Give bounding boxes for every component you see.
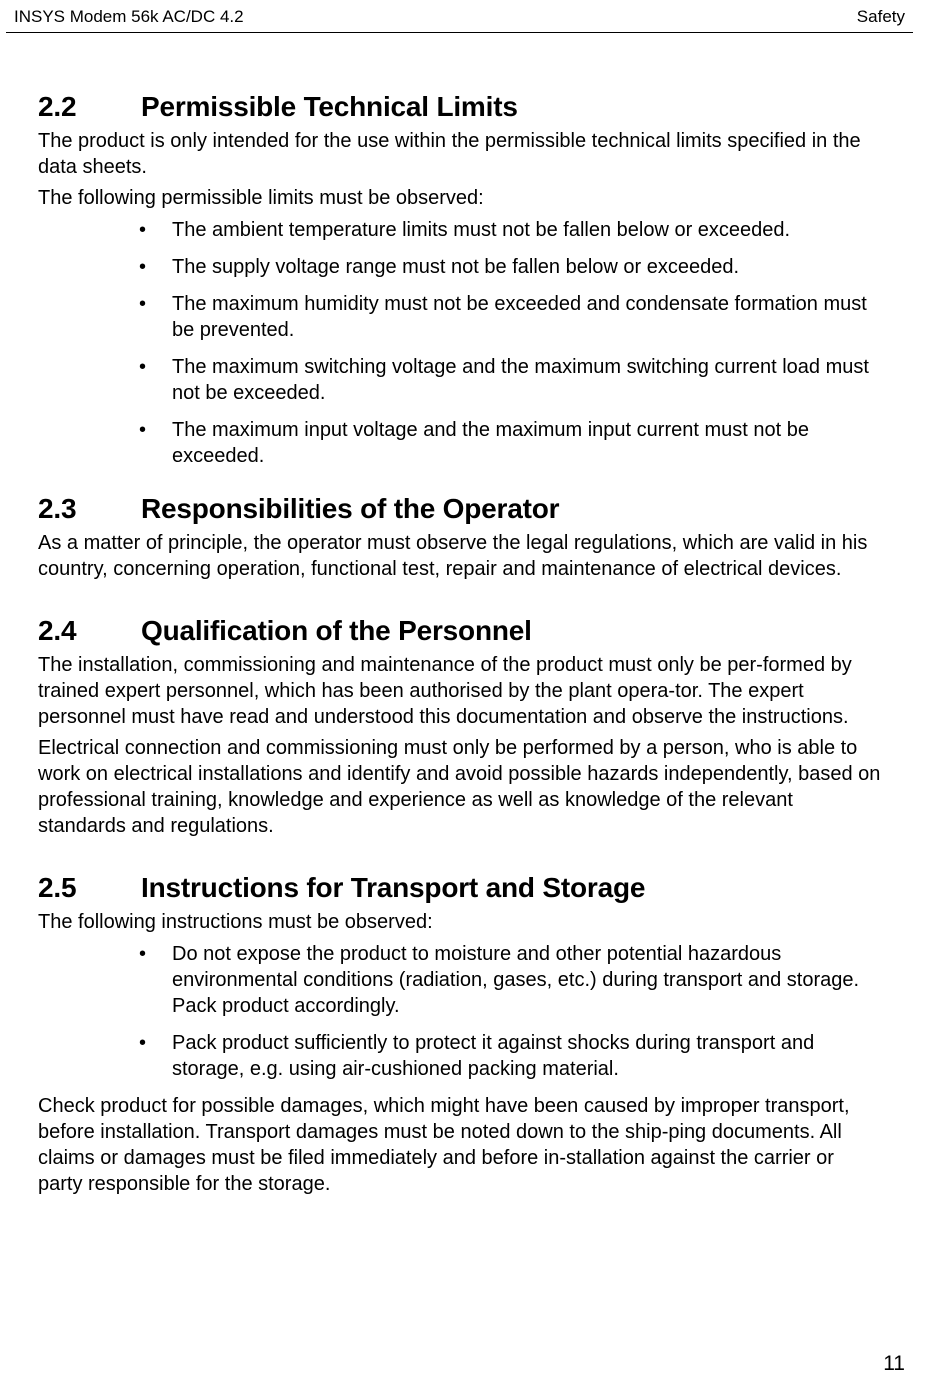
section-permissible-limits xyxy=(38,90,883,469)
list-item: • The maximum switching voltage and the maximum switching current load must not be exceeded. xyxy=(139,356,869,404)
bullet-icon: • xyxy=(139,219,147,241)
section-number: 2.2 xyxy=(38,91,77,122)
section-title: Instructions for Transport and Storage xyxy=(141,872,646,903)
bullet-list xyxy=(38,217,883,469)
page-content xyxy=(38,90,883,1197)
list-item: • Pack product sufficiently to protect it against shocks during transport and storage, e.g. using air-cushioned packing material. xyxy=(139,1032,815,1080)
bullet-icon: • xyxy=(139,419,147,441)
section-number: 2.5 xyxy=(38,872,77,903)
document-title: INSYS Modem 56k AC/DC 4.2 xyxy=(14,7,244,26)
list-item: • The maximum humidity must not be exceeded and condensate formation must be prevented. xyxy=(139,293,867,341)
paragraph: The following permissible limits must be observed: xyxy=(38,187,484,209)
paragraph: As a matter of principle, the operator must observe the legal regulations, which are valid in his country, concerning operation, functional test, repair and maintenance of electrical devices. xyxy=(38,532,868,580)
section-title: Permissible Technical Limits xyxy=(141,91,518,122)
bullet-icon: • xyxy=(139,1032,147,1054)
paragraph: Electrical connection and commissioning must only be performed by a person, who is able to work on electrical installations and identify and avoid possible hazards independently, based on professional training, knowledge and experience as well as knowledge of the relevant standards and regulations. xyxy=(38,737,881,837)
chapter-name: Safety xyxy=(856,7,905,26)
page-number: 11 xyxy=(883,1352,905,1375)
section-heading xyxy=(38,871,883,905)
section-number: 2.4 xyxy=(38,615,77,646)
section-number: 2.3 xyxy=(38,493,77,524)
paragraph: Check product for possible damages, which might have been caused by improper transport, before installation. Transport damages must be noted down to the ship-ping documents. All claims or damages must be filed immediately and before in-stallation against the carrier or party responsible for the storage. xyxy=(38,1095,850,1195)
list-item: • The maximum input voltage and the maximum input current must not be exceeded. xyxy=(139,419,809,467)
bullet-icon: • xyxy=(139,293,147,315)
section-heading xyxy=(38,492,883,526)
section-personnel-qualification xyxy=(38,614,883,839)
list-item: • The ambient temperature limits must not be fallen below or exceeded. xyxy=(139,219,791,241)
section-title: Qualification of the Personnel xyxy=(141,615,532,646)
paragraph: The following instructions must be observed: xyxy=(38,911,433,933)
section-transport-storage xyxy=(38,871,883,1197)
section-operator-responsibilities xyxy=(38,492,883,582)
list-item: • Do not expose the product to moisture and other potential hazardous environmental conditions (radiation, gases, etc.) during transport and storage. Pack product accordingly. xyxy=(139,943,860,1017)
bullet-icon: • xyxy=(139,943,147,965)
bullet-icon: • xyxy=(139,356,147,378)
section-heading xyxy=(38,90,883,124)
bullet-list xyxy=(38,941,883,1082)
section-title: Responsibilities of the Operator xyxy=(141,493,560,524)
list-item: • The supply voltage range must not be fallen below or exceeded. xyxy=(139,256,740,278)
bullet-icon: • xyxy=(139,256,147,278)
paragraph: The installation, commissioning and maintenance of the product must only be per-formed by trained expert personnel, which has been authorised by the plant opera-tor. The expert personnel must have read and understood this documentation and observe the instructions. xyxy=(38,654,852,728)
section-heading xyxy=(38,614,883,648)
page-header xyxy=(6,0,913,33)
paragraph: The product is only intended for the use within the permissible technical limits specified in the data sheets. xyxy=(38,130,861,178)
